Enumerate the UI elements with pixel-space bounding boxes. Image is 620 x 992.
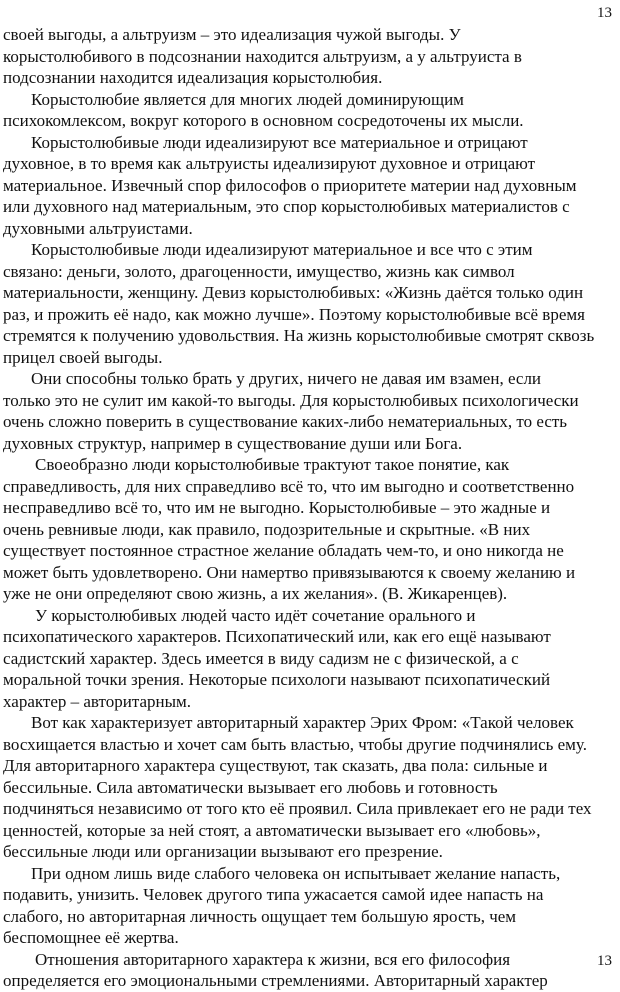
text-line: ценностей, которые за ней стоят, а автоматически вызывает его «любовь»,: [3, 820, 541, 840]
text-line: психопатического характеров. Психопатический или, как его ещё называют: [3, 627, 551, 646]
text-line: Вот как характеризует авторитарный характер Эрих Фром: «Такой человек: [31, 713, 574, 732]
text-line: материальности, женщину. Девиз корыстолюбивых: «Жизнь даётся только один: [3, 283, 584, 302]
text-line: При одном лишь виде слабого человека он испытывает желание напасть,: [31, 863, 561, 883]
text-line: только это не сулит им какой-то выгоды. Для корыстолюбивых психологически: [3, 390, 579, 410]
text-line: определяется его эмоциональными стремлениями. Авторитарный характер: [3, 971, 548, 990]
text-line: Корыстолюбие является для многих людей доминирующим: [31, 89, 464, 109]
text-line: Для авторитарного характера существуют, так сказать, два пола: сильные и: [3, 756, 548, 775]
text-line: бессильные. Сила автоматически вызывает его любовь и готовность: [3, 777, 498, 797]
text-line: подавить, унизить. Человек другого типа ужасается самой идее напасть на: [3, 885, 544, 904]
text-line: Корыстолюбивые люди идеализируют материальное и все что с этим: [31, 240, 533, 259]
text-line: подсознании находится идеализация корыстолюбия.: [3, 68, 383, 87]
text-line: Своеобразно люди корыстолюбивые трактуют такое понятие, как: [35, 455, 510, 474]
text-line: существует постоянное страстное желание обладать чем-то, и оно никогда не: [3, 541, 564, 560]
text-line: У корыстолюбивых людей часто идёт сочетание орального и: [35, 605, 476, 625]
text-line: или духовного над материальным, это спор корыстолюбивых материалистов с: [3, 197, 570, 216]
text-line: слабого, но авторитарная личность ощущает тем большую ярость, чем: [3, 906, 517, 926]
page-number-bottom: 13: [597, 953, 612, 969]
text-line: беспомощнее её жертва.: [3, 928, 179, 947]
text-line: духовных структур, например в существование души или Бога.: [3, 433, 463, 453]
text-line: корыстолюбивого в подсознании находится альтруизм, а у альтруиста в: [3, 46, 522, 66]
text-line: материальное. Извечный спор философов о приоритете материи над духовным: [3, 175, 577, 195]
page-number-top: 13: [597, 5, 612, 21]
text-line: Они способны только брать у других, ничего не давая им взамен, если: [31, 369, 542, 388]
text-line: Отношения авторитарного характера к жизни, вся его философия: [35, 949, 511, 969]
text-line: может быть удовлетворено. Они намертво привязываются к своему желанию и: [3, 562, 576, 582]
text-line: очень сложно поверить в существование каких-либо нематериальных, то есть: [3, 412, 568, 431]
text-line: духовными альтруистами.: [3, 218, 193, 238]
text-line: уже не они определяют свою жизнь, а их желания». (В. Жикаренцев).: [3, 584, 508, 603]
text-line: восхищается властью и хочет сам быть властью, чтобы другие подчинялись ему.: [3, 734, 587, 754]
text-line: очень ревнивые люди, как правило, подозрительные и скрытные. «В них: [3, 519, 531, 539]
text-line: Корыстолюбивые люди идеализируют все материальное и отрицают: [31, 132, 528, 152]
text-line: бессильные люди или организации вызывают его презрение.: [3, 842, 443, 861]
text-line: прицел своей выгоды.: [3, 347, 163, 367]
text-line: своей выгоды, а альтруизм – это идеализация чужой выгоды. У: [3, 25, 461, 44]
text-line: подчиняться независимо от того кто её проявил. Сила привлекает его не ради тех: [3, 799, 592, 818]
text-line: психокомлексом, вокруг которого в основном сосредоточены их мысли.: [3, 111, 524, 130]
text-line: характер – авторитарным.: [3, 691, 192, 711]
text-line: духовное, в то время как альтруисты идеализируют духовное и отрицают: [3, 154, 536, 173]
text-line: справедливость, для них справедливо всё то, что им выгодно и соответственно: [3, 476, 575, 496]
text-line: несправедливо всё то, что им не выгодно. Корыстолюбивые – это жадные и: [3, 498, 551, 517]
text-line: раз, и прожить её надо, как можно лучше». Поэтому корыстолюбивые всё время: [3, 304, 585, 324]
text-line: стремятся к получению удовольствия. На жизнь корыстолюбивые смотрят сквозь: [3, 326, 595, 345]
text-line: связано: деньги, золото, драгоценности, имущество, жизнь как символ: [3, 261, 515, 281]
body-text: [3, 24, 617, 992]
text-line: садистский характер. Здесь имеется в виду садизм не с физической, а с: [3, 648, 519, 668]
text-line: моральной точки зрения. Некоторые психологи называют психопатический: [3, 670, 551, 689]
